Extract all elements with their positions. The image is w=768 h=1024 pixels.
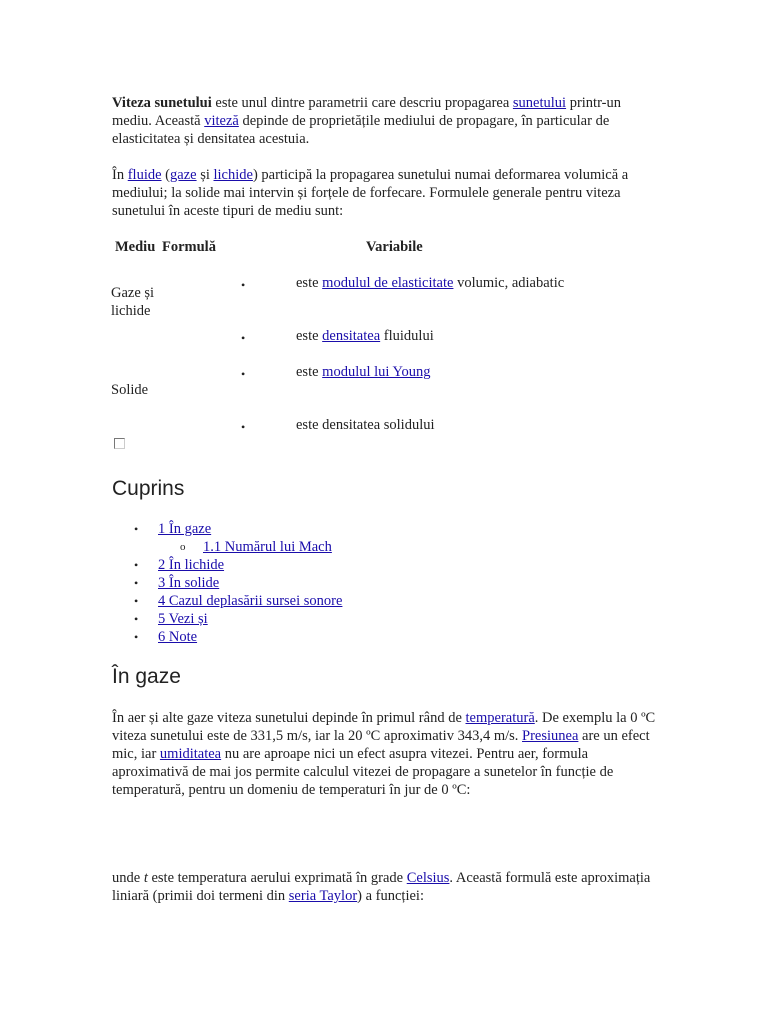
section-title-gaze: În gaze: [112, 665, 181, 688]
intro-text-2: printr-un mediu. Această: [112, 95, 621, 129]
var-text: volumic, adiabatic: [453, 275, 565, 291]
toc-link-4[interactable]: 4 Cazul deplasării sursei sonore: [158, 593, 343, 609]
fluids-text-1: În: [112, 167, 128, 183]
gaze-text-4: nu are aproape nici un efect asupra vitezei. Pentru aer, formula aproximativă de mai jos permite calculul vitezei de propagare a sunetelor în funcție de temperatură, pentru un domeniu de temperaturi în jur de 0 ºC:: [112, 746, 614, 798]
broken-image-icon: [114, 438, 125, 449]
bullet: •: [241, 420, 246, 434]
fluids-text-3: și: [196, 167, 214, 183]
intro-paragraph: [112, 94, 657, 148]
bullet: •: [241, 278, 246, 292]
toc-link-1[interactable]: 1 În gaze: [158, 521, 212, 537]
link-gaze[interactable]: gaze: [170, 167, 197, 183]
variable-t: t: [143, 870, 148, 886]
link-fluide[interactable]: fluide: [127, 167, 162, 183]
link-modulul-lui-young[interactable]: modulul lui Young: [322, 364, 431, 380]
link-sunetului[interactable]: sunetului: [512, 95, 567, 111]
toc-link-5[interactable]: 5 Vezi și: [158, 611, 208, 627]
link-temperatura[interactable]: temperatură: [465, 710, 535, 726]
bullet: •: [241, 331, 246, 345]
intro-text-3: depinde de proprietățile mediului de propagare, în particular de elasticitatea și densitatea acestuia.: [112, 113, 610, 147]
intro-text-1: este unul dintre parametrii care descriu propagarea: [211, 95, 513, 111]
var-text: este: [296, 364, 323, 380]
link-densitatea[interactable]: densitatea: [322, 328, 381, 344]
bullet: •: [134, 594, 139, 608]
var-text: fluidului: [380, 328, 434, 344]
toc-link-2[interactable]: 2 În lichide: [158, 557, 225, 573]
gaze-text-2: . De exemplu la 0 ºC viteza sunetului este de 331,5 m/s, iar la 20 ºC aproximativ 343,4 m/s.: [112, 710, 656, 744]
bullet: •: [134, 612, 139, 626]
link-modulul-de-elasticitate[interactable]: modulul de elasticitate: [322, 275, 454, 291]
gaze-text-1: În aer și alte gaze viteza sunetului depinde în primul rând de: [112, 710, 466, 726]
header-mediu: Mediu: [115, 239, 156, 255]
var-modul-elasticitate: [296, 274, 564, 292]
var-densitatea-solidului: este densitatea solidului: [296, 417, 435, 433]
link-viteza[interactable]: viteză: [204, 113, 239, 129]
bullet: •: [134, 630, 139, 644]
row-medium-gaze-lichide: Gaze și lichide: [111, 285, 155, 319]
gaze-text-3: are un efect mic, iar: [112, 728, 650, 762]
gaze-p2-text-4: ) a funcției:: [357, 888, 424, 904]
var-text: este: [296, 275, 323, 291]
bullet: •: [134, 558, 139, 572]
gaze-p2-text-1: unde: [112, 870, 144, 886]
bullet: •: [134, 576, 139, 590]
link-umiditatea[interactable]: umiditatea: [159, 746, 222, 762]
fluids-text-2: (: [161, 167, 171, 183]
gaze-paragraph-1: [112, 709, 657, 799]
intro-term: Viteza sunetului: [112, 95, 212, 111]
link-presiunea[interactable]: Presiunea: [522, 728, 579, 744]
var-densitatea: [296, 327, 434, 345]
bullet: •: [241, 367, 246, 381]
link-seria-taylor[interactable]: seria Taylor: [288, 888, 358, 904]
var-text: este: [296, 328, 323, 344]
gaze-p2-text-3: . Această formulă este aproximația liniară (primii doi termeni din: [112, 870, 651, 904]
fluids-paragraph: [112, 166, 657, 220]
row-medium-solide: Solide: [111, 382, 149, 398]
toc-link-3[interactable]: 3 În solide: [158, 575, 220, 591]
fluids-text-4: ) participă la propagarea sunetului numai deformarea volumică a mediului; la solide mai intervin și forțele de forfecare. Formulele generale pentru viteza sunetului în aceste tipuri de mediu sunt:: [112, 167, 629, 219]
var-modulul-lui-young: [296, 363, 431, 381]
link-celsius[interactable]: Celsius: [406, 870, 450, 886]
toc-title: Cuprins: [112, 477, 185, 500]
toc-link-1-1[interactable]: 1.1 Numărul lui Mach: [203, 539, 332, 555]
link-lichide[interactable]: lichide: [213, 167, 253, 183]
header-variabile: Variabile: [366, 239, 423, 255]
sub-bullet: o: [180, 541, 186, 553]
bullet: •: [134, 522, 139, 536]
gaze-paragraph-2: [112, 869, 657, 905]
gaze-p2-text-2: este temperatura aerului exprimată în grade: [147, 870, 407, 886]
toc-link-6[interactable]: 6 Note: [158, 629, 198, 645]
header-formula: Formulă: [162, 239, 216, 255]
